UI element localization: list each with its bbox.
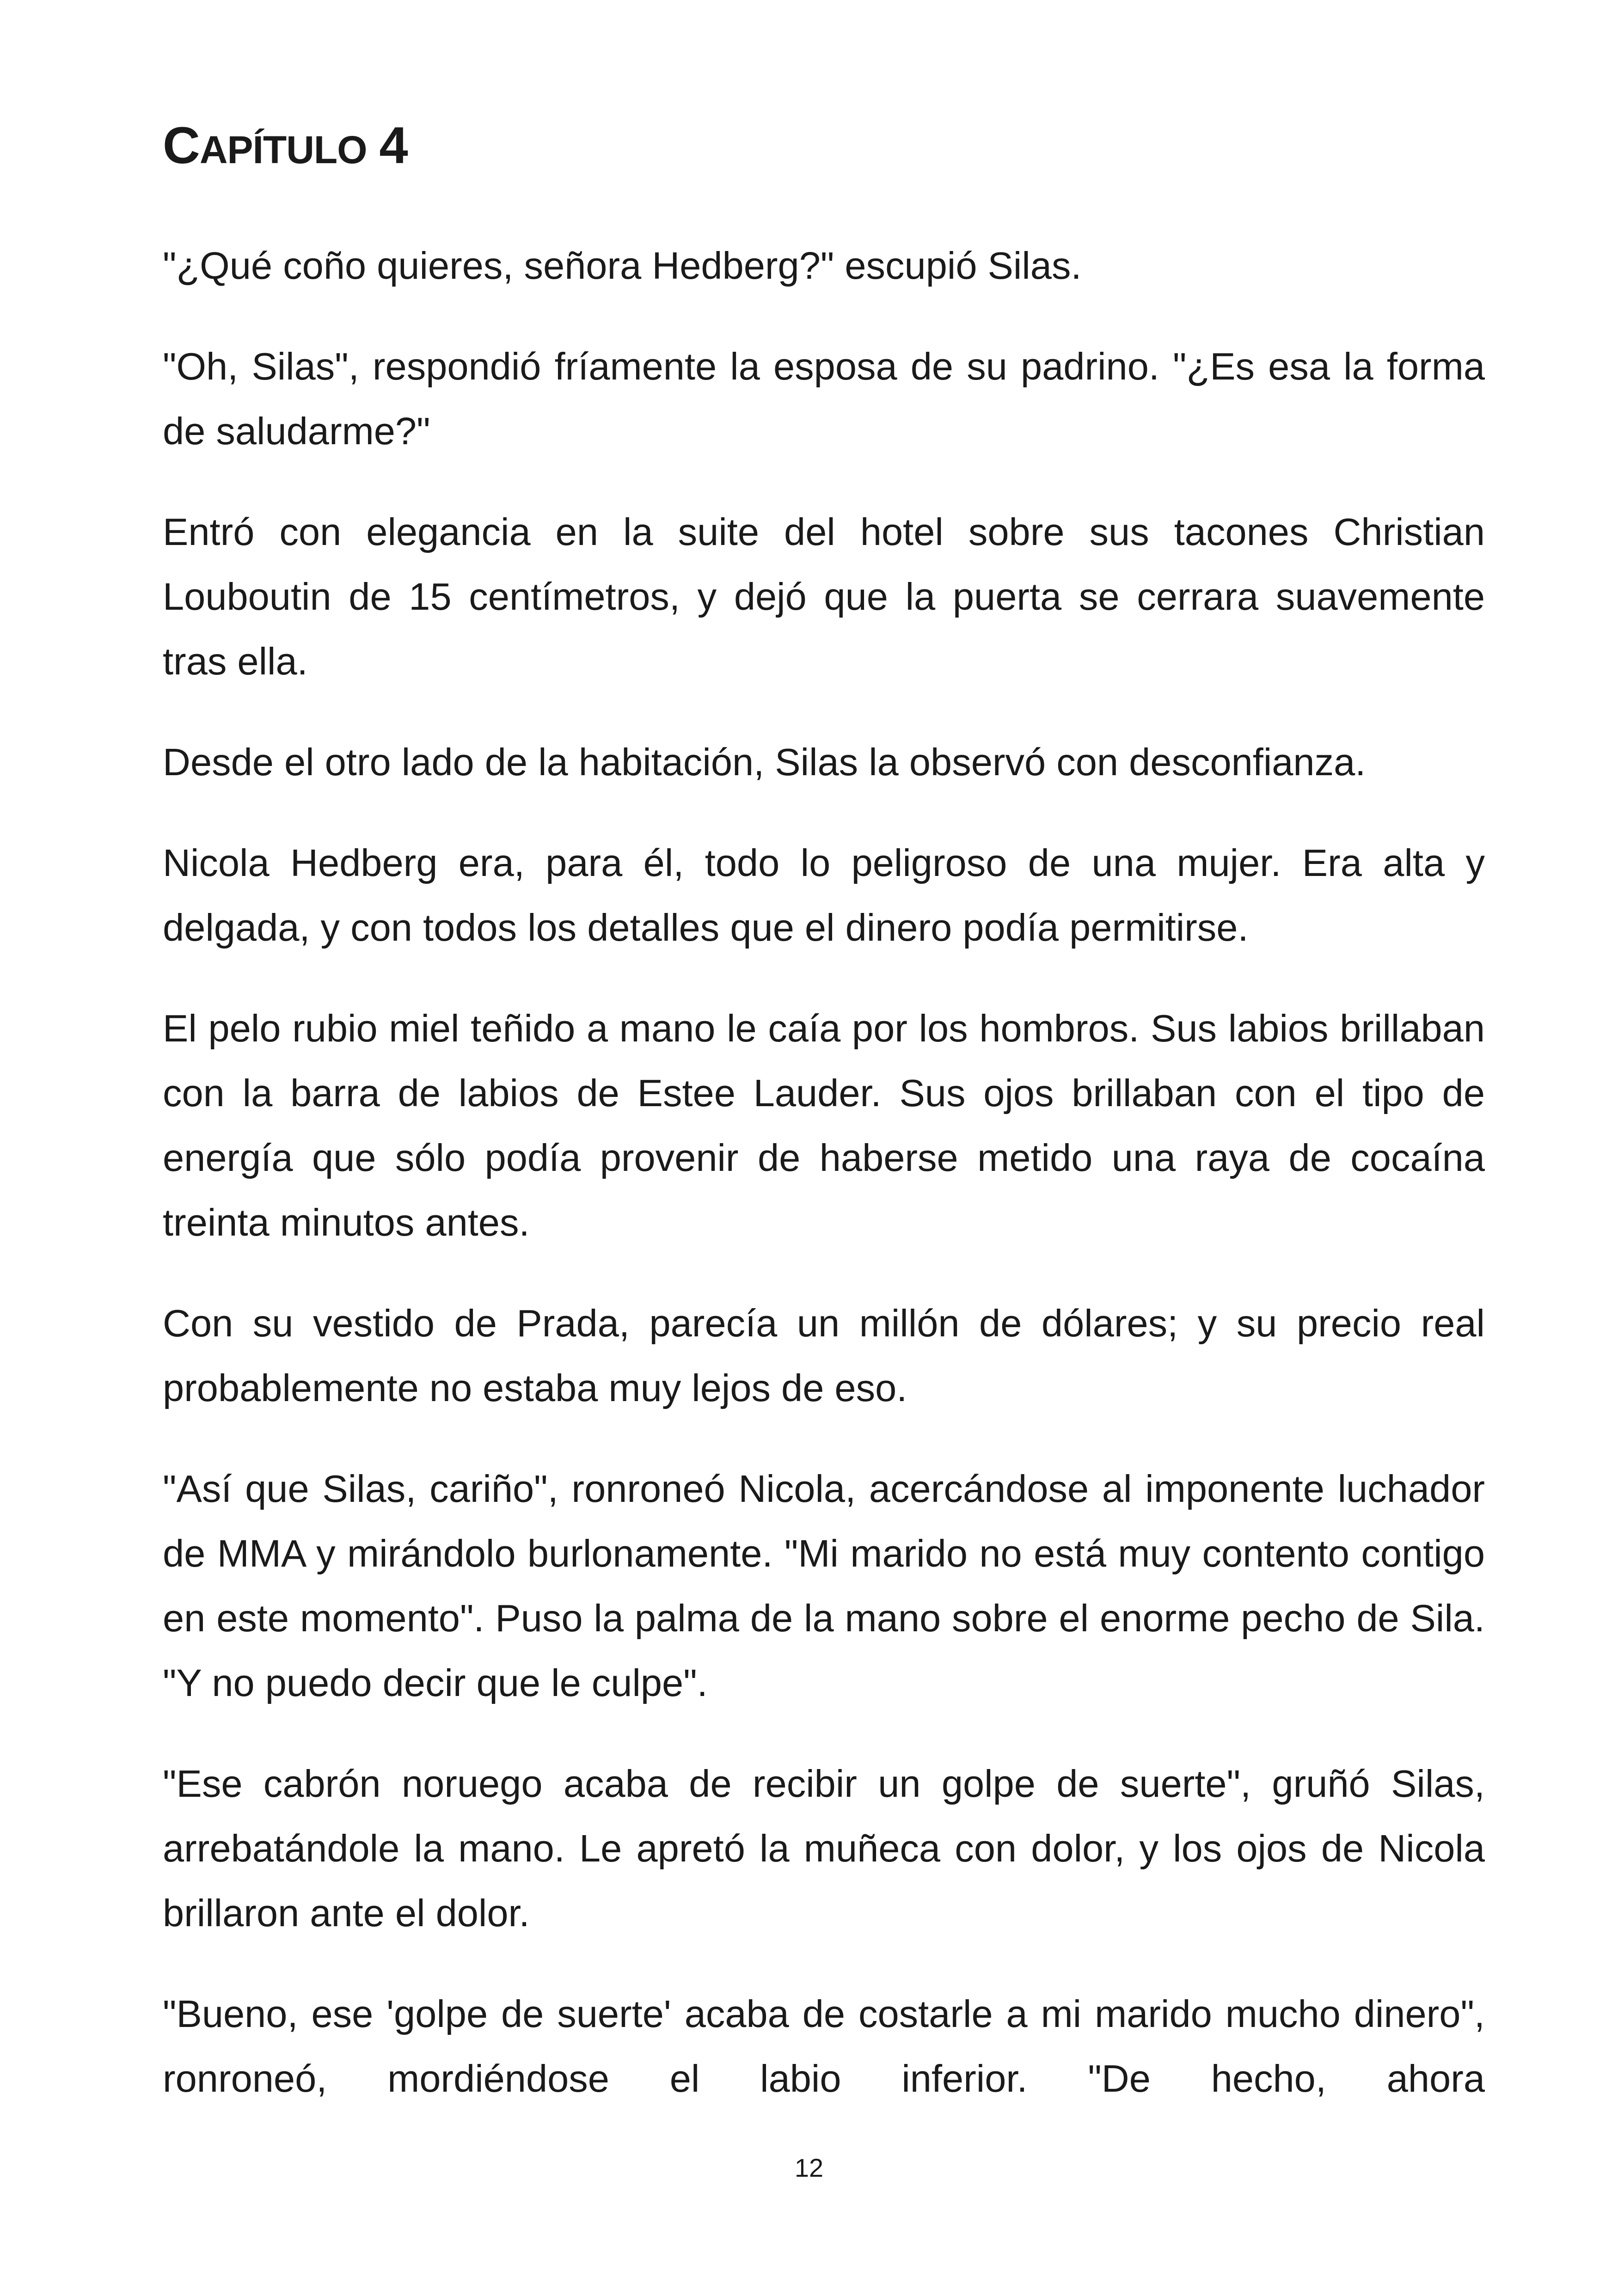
paragraph: "Oh, Silas", respondió fríamente la esposa de su padrino. "¿Es esa la forma de saludarme?" [163, 345, 1485, 453]
paragraph: "Ese cabrón noruego acaba de recibir un golpe de suerte", gruñó Silas, arrebatándole la mano. Le apretó la muñeca con dolor, y los ojos de Nicola brillaron ante el dolor. [163, 1762, 1485, 1935]
paragraph: Nicola Hedberg era, para él, todo lo peligroso de una mujer. Era alta y delgada, y con todos los detalles que el dinero podía permitirse. [163, 841, 1485, 949]
paragraph: El pelo rubio miel teñido a mano le caía por los hombros. Sus labios brillaban con la barra de labios de Estee Lauder. Sus ojos brillaban con el tipo de energía que sólo podía provenir de haberse metido una raya de cocaína treinta minutos antes. [163, 1007, 1485, 1244]
chapter-heading [163, 116, 408, 180]
chapter-heading-initial: C [163, 116, 200, 174]
chapter-body [163, 233, 1485, 2147]
paragraph: Desde el otro lado de la habitación, Silas la observó con desconfianza. [163, 741, 1366, 784]
page-number: 12 [794, 2153, 824, 2182]
paragraph-continued: "Bueno, ese 'golpe de suerte' acaba de costarle a mi marido mucho dinero", ronroneó, mordiéndose el labio inferior. "De hecho, ahora [163, 1992, 1485, 2100]
paragraph: Entró con elegancia en la suite del hotel sobre sus tacones Christian Louboutin de 15 centímetros, y dejó que la puerta se cerrara suavemente tras ella. [163, 510, 1485, 683]
paragraph: "Así que Silas, cariño", ronroneó Nicola, acercándose al imponente luchador de MMA y mirándolo burlonamente. "Mi marido no está muy contento contigo en este momento". Puso la palma de la mano sobre el enorme pecho de Sila. "Y no puedo decir que le culpe". [163, 1467, 1485, 1704]
paragraph: "¿Qué coño quieres, señora Hedberg?" escupió Silas. [163, 244, 1082, 287]
chapter-number: 4 [379, 116, 408, 174]
paragraph: Con su vestido de Prada, parecía un millón de dólares; y su precio real probablemente no estaba muy lejos de eso. [163, 1302, 1485, 1409]
chapter-heading-word: APÍTULO [199, 128, 367, 171]
